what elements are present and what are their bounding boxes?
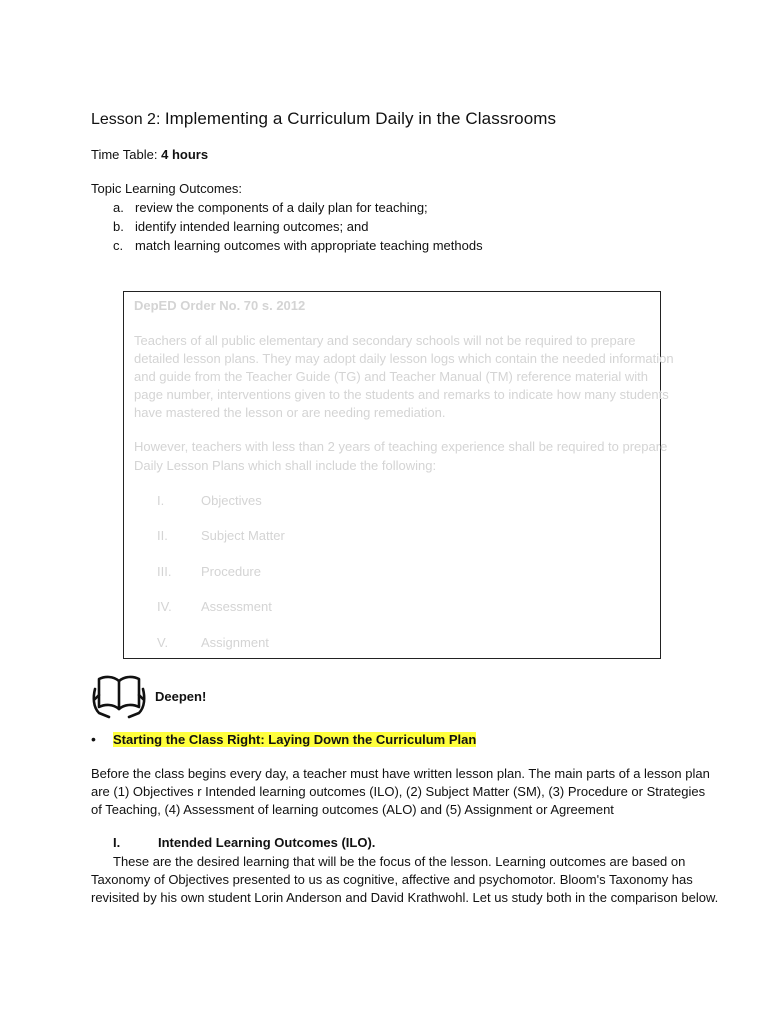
- lesson-title: [91, 109, 556, 129]
- outcome-marker: a.: [113, 200, 124, 215]
- deped-list-text: Subject Matter: [201, 528, 285, 543]
- paragraph-line: of Teaching, (4) Assessment of learning outcomes (ALO) and (5) Assignment or Agreement: [91, 802, 614, 817]
- ilo-title: Intended Learning Outcomes (ILO).: [158, 835, 376, 850]
- deped-paragraph-line: Teachers of all public elementary and secondary schools will not be required to prepare: [134, 333, 636, 348]
- deped-list-text: Assignment: [201, 635, 269, 650]
- ilo-paragraph: [91, 853, 719, 907]
- deped-list-num: I.: [157, 493, 165, 508]
- deped-list-item: [157, 564, 261, 579]
- paragraph-line: Taxonomy of Objectives presented to us as cognitive, affective and psychomotor. Bloom's Taxonomy has: [91, 872, 693, 887]
- deped-order-title: DepED Order No. 70 s. 2012: [134, 298, 306, 313]
- deped-list-text: Objectives: [201, 493, 262, 508]
- deepen-label: Deepen!: [155, 689, 207, 704]
- highlighted-heading: Starting the Class Right: Laying Down the Curriculum Plan: [113, 732, 477, 747]
- deped-paragraph-line: However, teachers with less than 2 years of teaching experience shall be required to prepare: [134, 439, 668, 454]
- open-book-icon: [91, 673, 147, 719]
- outcome-marker: c.: [113, 238, 124, 253]
- paragraph-line: are (1) Objectives r Intended learning outcomes (ILO), (2) Subject Matter (SM), (3) Procedure or Strategies: [91, 784, 706, 799]
- paragraph-line: Before the class begins every day, a teacher must have written lesson plan. The main parts of a lesson plan: [91, 766, 710, 781]
- outcome-text: identify intended learning outcomes; and: [135, 219, 369, 234]
- deped-list-item: [157, 528, 285, 543]
- deped-list-item: [157, 635, 269, 650]
- deped-list-num: V.: [157, 635, 169, 650]
- outcome-item: [113, 200, 428, 215]
- deped-list-text: Procedure: [201, 564, 261, 579]
- deped-paragraph-line: and guide from the Teacher Guide (TG) and Teacher Manual (TM) reference material with: [134, 369, 648, 384]
- time-table-value: 4 hours: [161, 147, 209, 162]
- bullet-icon: •: [91, 731, 96, 747]
- paragraph-line: These are the desired learning that will be the focus of the lesson. Learning outcomes are based on: [113, 854, 686, 869]
- deped-list-num: III.: [157, 564, 172, 579]
- intro-paragraph: [91, 765, 710, 819]
- section-bullet: [91, 731, 476, 747]
- paragraph-line: revisited by his own student Lorin Anderson and David Krathwohl. Let us study both in the comparison below.: [91, 890, 719, 905]
- deped-paragraph-line: detailed lesson plans. They may adopt daily lesson logs which contain the needed information: [134, 351, 674, 366]
- deped-list-text: Assessment: [201, 599, 272, 614]
- lesson-heading: Implementing a Curriculum Daily in the Classrooms: [164, 109, 557, 128]
- outcome-marker: b.: [113, 219, 124, 234]
- outcome-text: review the components of a daily plan for teaching;: [135, 200, 428, 215]
- deped-list-num: IV.: [157, 599, 172, 614]
- outcome-text: match learning outcomes with appropriate teaching methods: [135, 238, 483, 253]
- outcome-item: [113, 219, 368, 234]
- deped-list-num: II.: [157, 528, 168, 543]
- deped-order-box: [123, 291, 674, 659]
- ilo-number: I.: [113, 835, 121, 850]
- deped-paragraph-line: have mastered the lesson or are needing remediation.: [134, 405, 446, 420]
- lesson-label: Lesson 2:: [91, 111, 161, 128]
- deped-paragraph-line: Daily Lesson Plans which shall include the following:: [134, 458, 437, 473]
- time-table-label: Time Table:: [91, 147, 158, 162]
- ilo-heading: [113, 835, 375, 850]
- deped-list-item: [157, 493, 262, 508]
- deped-list-item: [157, 599, 272, 614]
- outcomes-heading: Topic Learning Outcomes:: [91, 181, 243, 196]
- deped-paragraph-line: page number, interventions given to the students and remarks to indicate how many students: [134, 387, 669, 402]
- time-table: [91, 147, 208, 162]
- outcome-item: [113, 238, 483, 253]
